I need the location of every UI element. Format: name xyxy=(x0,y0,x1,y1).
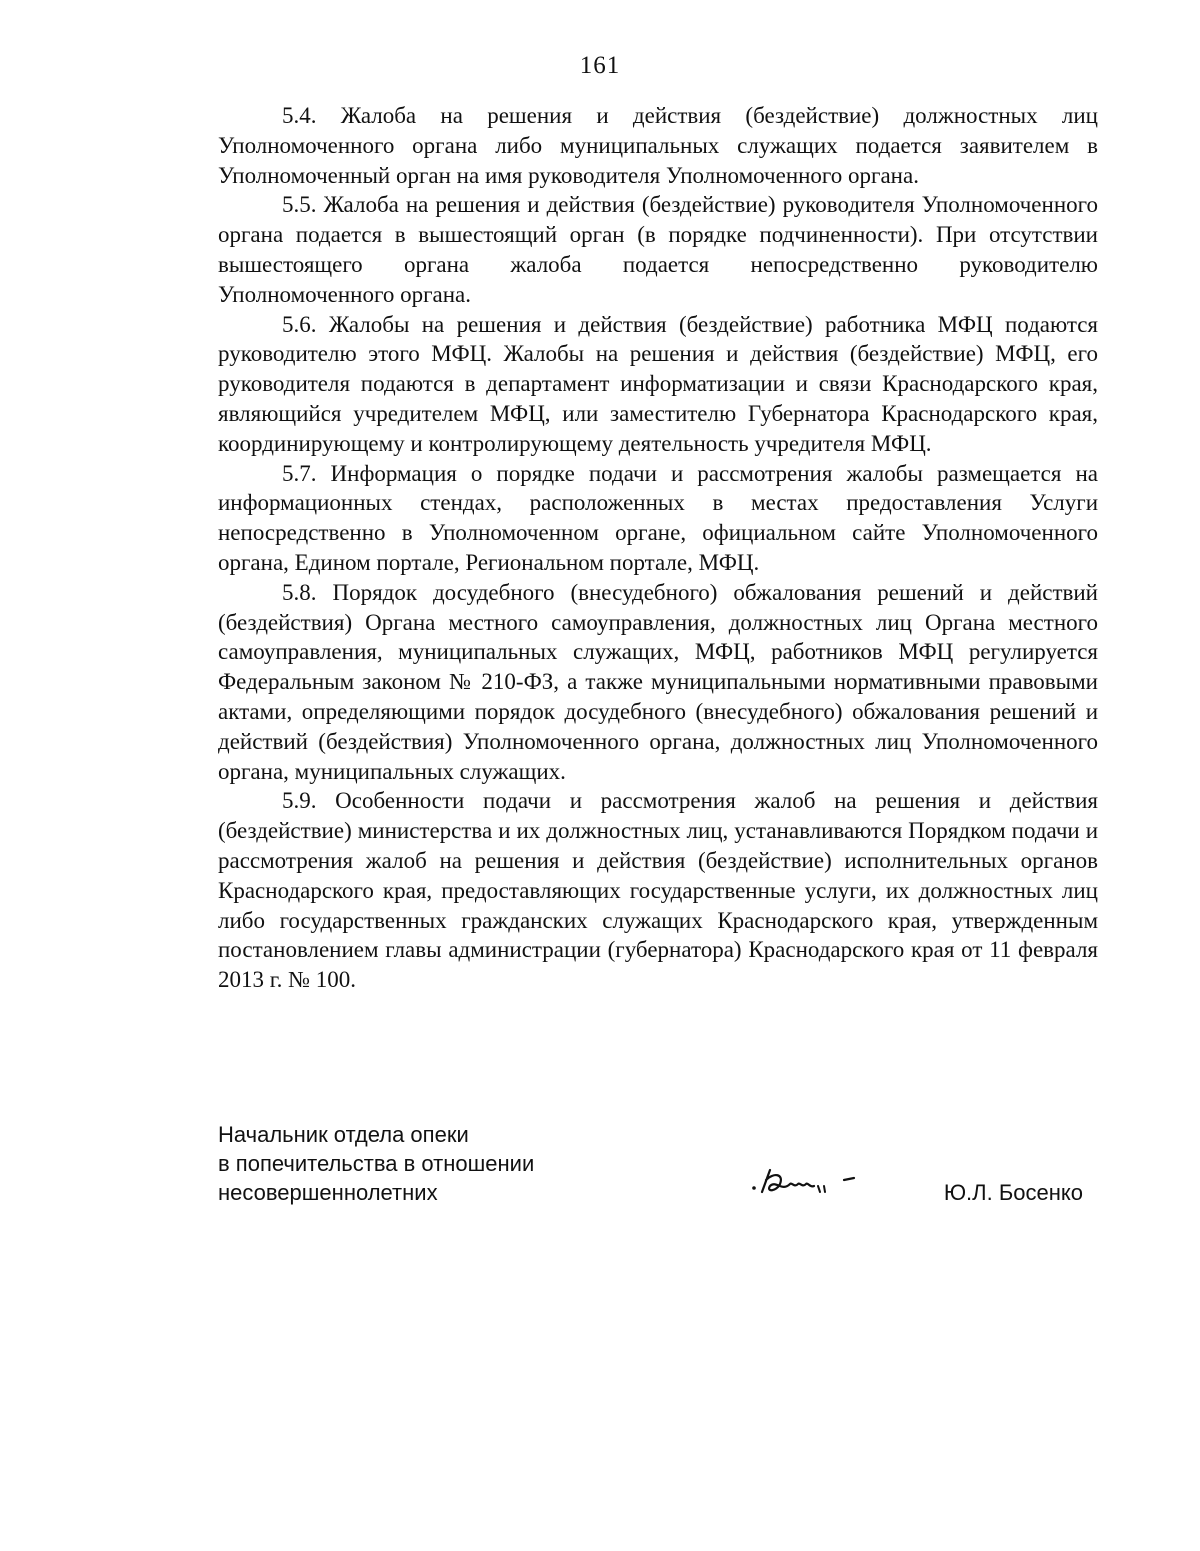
paragraph-5-4: 5.4. Жалоба на решения и действия (бездействие) должностных лиц Уполномоченного органа либо муниципальных служащих подается заявителем в Уполномоченный орган на имя руководителя Уполномоченного органа. xyxy=(218,103,1098,188)
paragraph-5-5: 5.5. Жалоба на решения и действия (бездействие) руководителя Уполномоченного органа подается в вышестоящий орган (в порядке подчиненности). При отсутствии вышестоящего органа жалоба подается непосредственно руководителю Уполномоченного органа. xyxy=(218,192,1098,307)
signer-position xyxy=(218,1120,534,1207)
paragraph-5-8: 5.8. Порядок досудебного (внесудебного) обжалования решений и действий (бездействия) Органа местного самоуправления, должностных лиц Органа местного самоуправления, муниципальных служащих, МФЦ, работников МФЦ регулируется Федеральным законом № 210-ФЗ, а также муниципальными нормативными правовыми актами, определяющими порядок досудебного (внесудебного) обжалования решений и действий (бездействия) Уполномоченного органа, должностных лиц Уполномоченного органа, муниципальных служащих. xyxy=(218,579,1098,784)
handwritten-signature xyxy=(748,1162,868,1207)
signer-position-line: в попечительства в отношении xyxy=(218,1151,535,1176)
paragraph-5-9: 5.9. Особенности подачи и рассмотрения жалоб на решения и действия (бездействие) министерства и их должностных лиц, устанавливаются Порядком подачи и рассмотрения жалоб на решения и действия (бездействие) исполнительных органов Краснодарского края, предоставляющих государственные услуги, их должностных лиц либо государственных гражданских служащих Краснодарского края, утвержденным постановлением главы администрации (губернатора) Краснодарского края от 11 февраля 2013 г. № 100. xyxy=(218,788,1098,993)
paragraph-5-7: 5.7. Информация о порядке подачи и рассмотрения жалобы размещается на информационных стендах, расположенных в местах предоставления Услуги непосредственно в Уполномоченном органе, официальном сайте Уполномоченного органа, Едином портале, Региональном портале, МФЦ. xyxy=(218,460,1098,575)
signer-position-line: несовершеннолетних xyxy=(218,1180,438,1205)
document-body xyxy=(218,101,1098,995)
signer-position-line: Начальник отдела опеки xyxy=(218,1122,469,1147)
page-number: 161 xyxy=(579,52,621,79)
signer-name: Ю.Л. Босенко xyxy=(943,1180,1083,1205)
signature-block xyxy=(218,1120,1098,1220)
paragraph-5-6: 5.6. Жалобы на решения и действия (бездействие) работника МФЦ подаются руководителю этого МФЦ. Жалобы на решения и действия (бездействие) МФЦ, его руководителя подаются в департамент информатизации и связи Краснодарского края, являющийся учредителем МФЦ, или заместителю Губернатора Краснодарского края, координирующему и контролирующему деятельность учредителя МФЦ. xyxy=(218,311,1098,456)
